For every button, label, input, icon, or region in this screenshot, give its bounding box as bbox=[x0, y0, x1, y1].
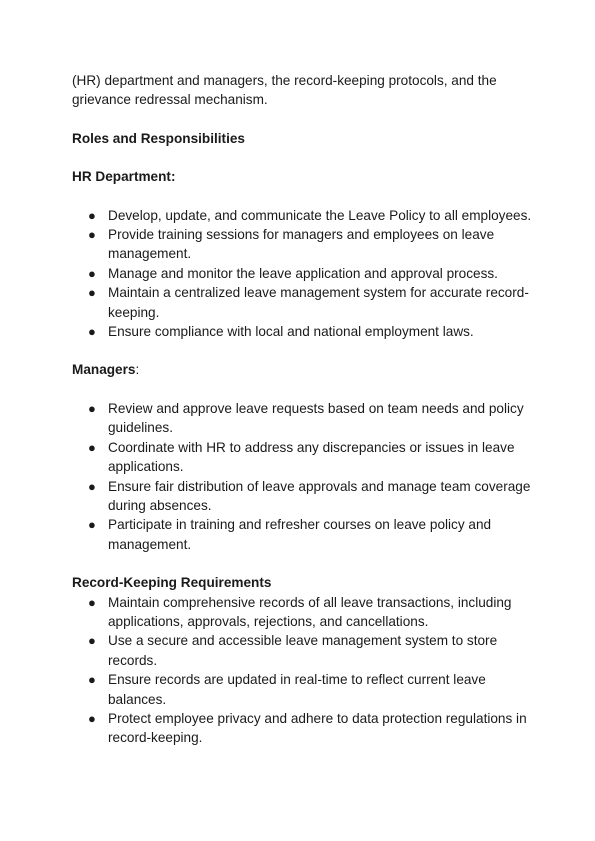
bullet-icon: ● bbox=[88, 400, 96, 416]
bullet-icon: ● bbox=[88, 227, 96, 243]
list-item bbox=[72, 515, 532, 554]
list-item bbox=[72, 264, 532, 283]
list-item-text: Develop, update, and communicate the Leave Policy to all employees. bbox=[108, 207, 532, 223]
record-keeping-list bbox=[72, 593, 532, 748]
list-item bbox=[72, 206, 532, 225]
intro-paragraph: (HR) department and managers, the record-keeping protocols, and the grievance redressal mechanism. bbox=[72, 73, 497, 108]
list-item bbox=[72, 283, 532, 322]
managers-heading-line bbox=[72, 360, 532, 379]
list-item-text: Ensure compliance with local and national employment laws. bbox=[108, 324, 474, 340]
list-item-text: Maintain comprehensive records of all leave transactions, including applications, approvals, rejections, and cancellations. bbox=[108, 594, 512, 629]
list-item bbox=[72, 709, 532, 748]
list-item-text: Coordinate with HR to address any discrepancies or issues in leave applications. bbox=[108, 439, 515, 475]
list-item bbox=[72, 477, 532, 516]
list-item-text: Review and approve leave requests based on team needs and policy guidelines. bbox=[108, 400, 524, 436]
list-item bbox=[72, 399, 532, 438]
document-page bbox=[72, 71, 532, 748]
bullet-icon: ● bbox=[88, 517, 96, 533]
bullet-icon: ● bbox=[88, 207, 96, 223]
list-item bbox=[72, 670, 532, 709]
list-item-text: Use a secure and accessible leave management system to store records. bbox=[108, 633, 498, 668]
bullet-icon: ● bbox=[88, 594, 96, 610]
list-item bbox=[72, 593, 532, 632]
list-item bbox=[72, 631, 532, 670]
list-item-text: Provide training sessions for managers and employees on leave management. bbox=[108, 227, 495, 262]
bullet-icon: ● bbox=[88, 265, 96, 281]
managers-heading-colon: : bbox=[135, 362, 140, 378]
list-item bbox=[72, 322, 532, 341]
list-item-text: Manage and monitor the leave application and approval process. bbox=[108, 265, 498, 281]
bullet-icon: ● bbox=[88, 633, 96, 649]
hr-department-heading: HR Department: bbox=[72, 169, 176, 185]
bullet-icon: ● bbox=[88, 324, 96, 340]
hr-responsibilities-list bbox=[72, 206, 532, 342]
list-item-text: Participate in training and refresher courses on leave policy and management. bbox=[108, 517, 492, 552]
bullet-icon: ● bbox=[88, 285, 96, 301]
list-item-text: Ensure fair distribution of leave approvals and manage team coverage during absences. bbox=[108, 478, 531, 513]
bullet-icon: ● bbox=[88, 439, 96, 455]
bullet-icon: ● bbox=[88, 672, 96, 688]
managers-heading: Managers bbox=[72, 362, 136, 378]
list-item bbox=[72, 225, 532, 264]
record-keeping-heading: Record-Keeping Requirements bbox=[72, 575, 272, 591]
list-item-text: Ensure records are updated in real-time to reflect current leave balances. bbox=[108, 672, 486, 707]
bullet-icon: ● bbox=[88, 478, 96, 494]
roles-heading: Roles and Responsibilities bbox=[72, 130, 245, 146]
list-item-text: Protect employee privacy and adhere to data protection regulations in record-keeping. bbox=[108, 710, 527, 746]
list-item bbox=[72, 438, 532, 477]
managers-responsibilities-list bbox=[72, 399, 532, 554]
list-item-text: Maintain a centralized leave management system for accurate record-keeping. bbox=[108, 285, 529, 320]
bullet-icon: ● bbox=[88, 710, 96, 726]
